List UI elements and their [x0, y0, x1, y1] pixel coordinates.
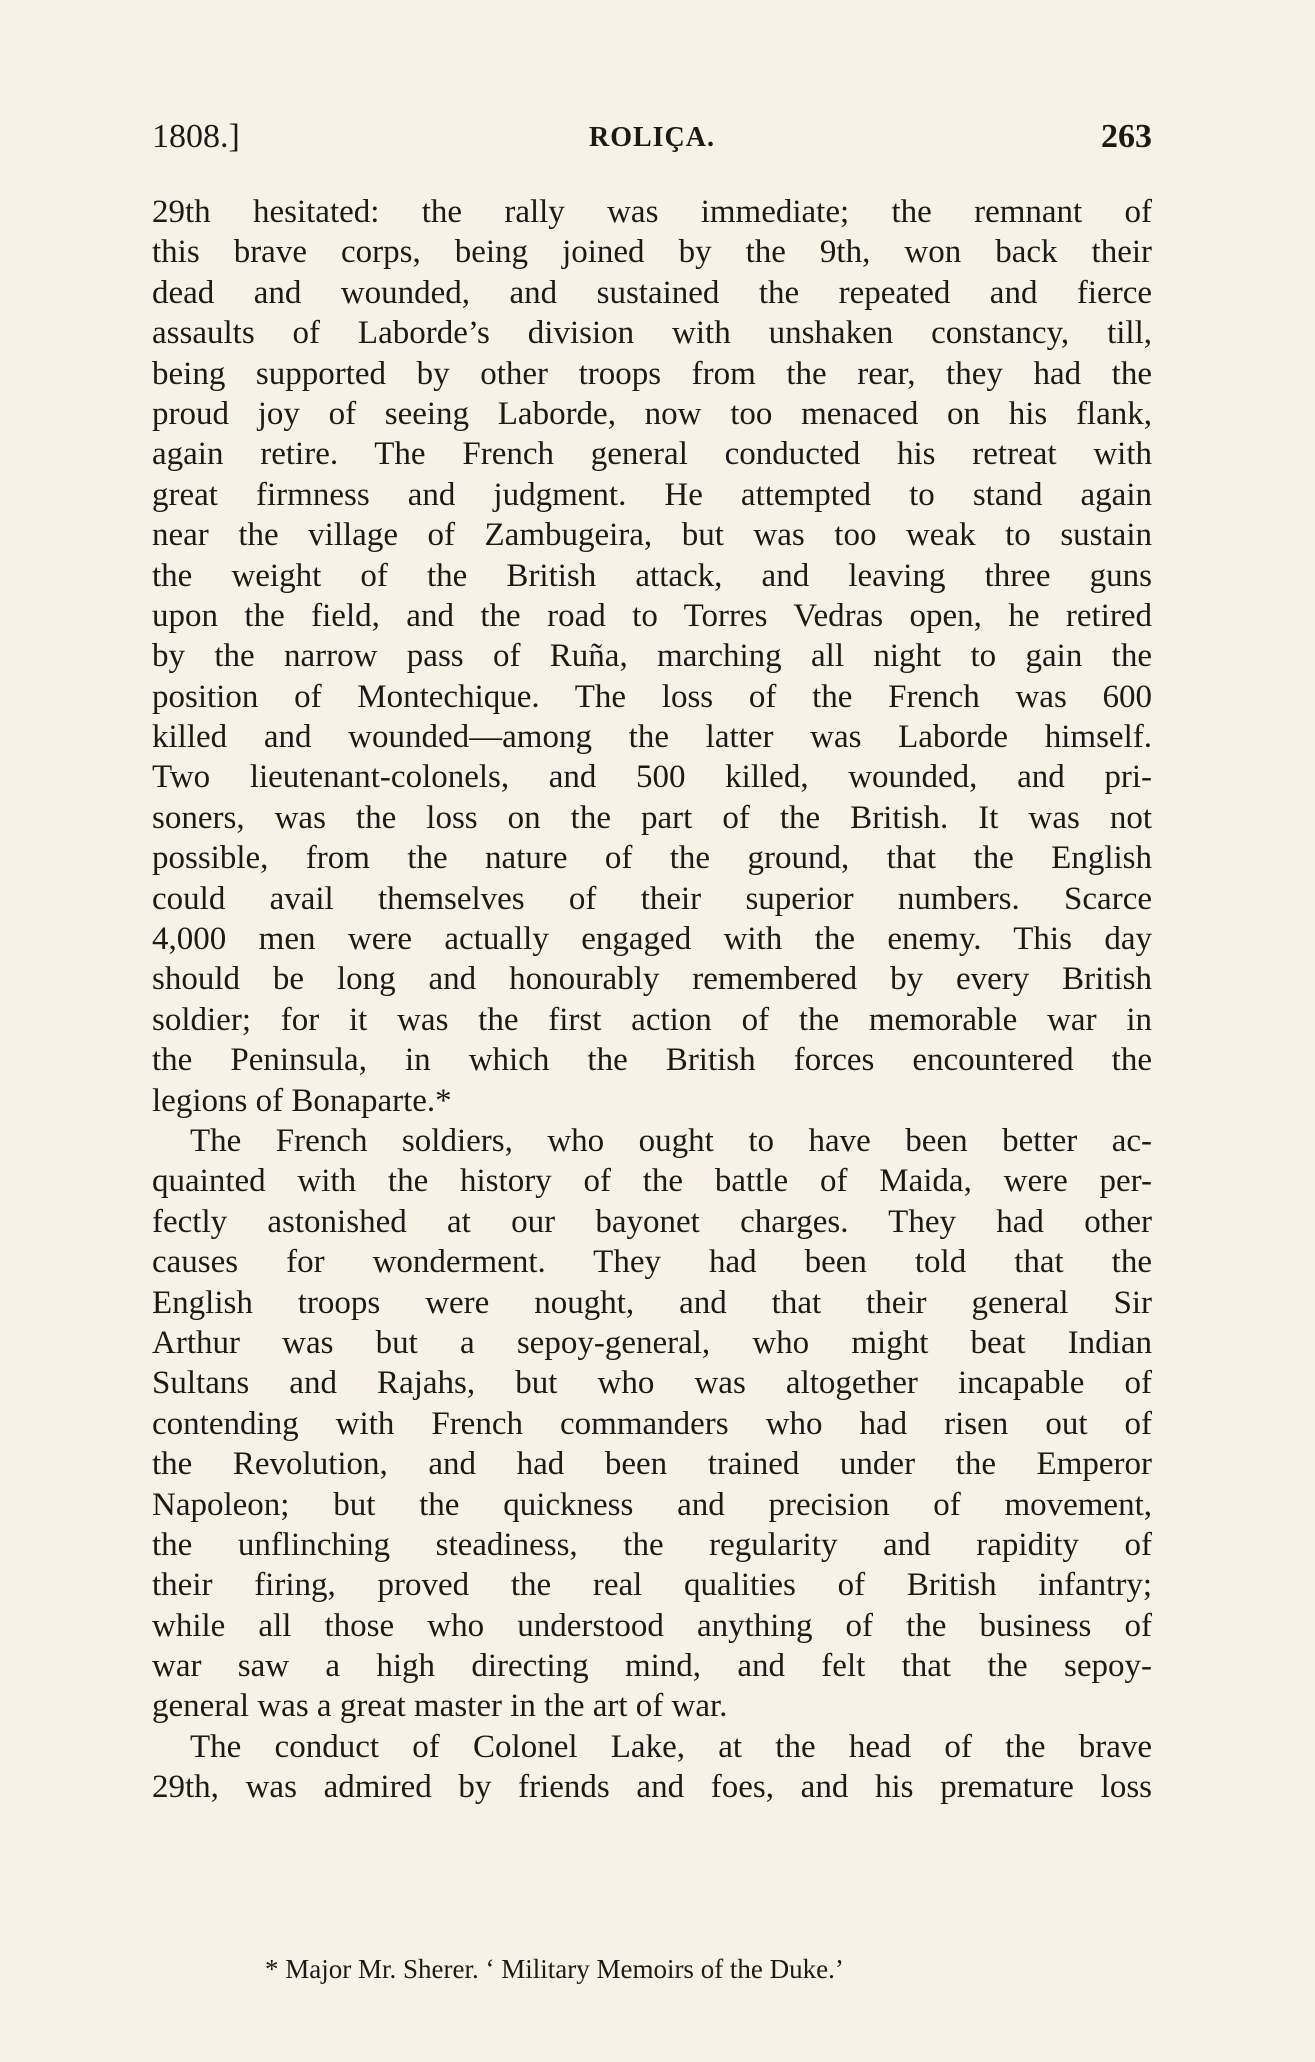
text-line: soldier; for it was the first action of the memorable war in — [152, 1001, 1152, 1038]
text-line: Sultans and Rajahs, but who was altogether incapable of — [152, 1365, 1152, 1402]
text-line: the weight of the British attack, and leaving three guns — [152, 557, 1152, 594]
body-text — [152, 192, 1152, 1808]
text-line: great firmness and judgment. He attempted to stand again — [152, 476, 1152, 513]
page-number: 263 — [1101, 118, 1152, 155]
footnote: * Major Mr. Sherer. ‘ Military Memoirs of the Duke.’ — [265, 1954, 844, 1984]
text-line: proud joy of seeing Laborde, now too menaced on his flank, — [152, 395, 1152, 432]
text-line: again retire. The French general conducted his retreat with — [152, 436, 1152, 473]
text-line: near the village of Zambugeira, but was too weak to sustain — [152, 517, 1152, 554]
text-line: could avail themselves of their superior numbers. Scarce — [152, 880, 1152, 917]
text-line: position of Montechique. The loss of the French was 600 — [152, 678, 1152, 715]
text-line: possible, from the nature of the ground, that the English — [152, 840, 1152, 877]
text-line: 4,000 men were actually engaged with the enemy. This day — [152, 921, 1152, 958]
text-line: the Peninsula, in which the British forces encountered the — [152, 1042, 1152, 1079]
text-line: being supported by other troops from the rear, they had the — [152, 355, 1152, 392]
text-line: contending with French commanders who had risen out of — [152, 1405, 1152, 1442]
text-line: fectly astonished at our bayonet charges. They had other — [152, 1203, 1152, 1240]
text-line: should be long and honourably remembered by every British — [152, 961, 1152, 998]
text-line: causes for wonderment. They had been told that the — [152, 1244, 1152, 1281]
text-line: legions of Bonaparte.* — [152, 1082, 452, 1119]
text-line: 29th, was admired by friends and foes, and his premature loss — [152, 1769, 1152, 1806]
text-line: while all those who understood anything of the business of — [152, 1607, 1152, 1644]
text-line: Arthur was but a sepoy-general, who might beat Indian — [152, 1324, 1152, 1361]
text-line: Two lieutenant-colonels, and 500 killed, wounded, and pri- — [152, 759, 1152, 796]
text-line: soners, was the loss on the part of the British. It was not — [152, 799, 1152, 836]
text-line: by the narrow pass of Ruña, marching all night to gain the — [152, 638, 1152, 675]
text-line: general was a great master in the art of war. — [152, 1688, 728, 1725]
header-year: 1808.] — [152, 118, 240, 155]
text-line: the Revolution, and had been trained under the Emperor — [152, 1446, 1152, 1483]
text-line: assaults of Laborde’s division with unshaken constancy, till, — [152, 315, 1152, 352]
text-line: the unflinching steadiness, the regularity and rapidity of — [152, 1526, 1152, 1563]
running-header — [152, 118, 1152, 168]
text-line: Napoleon; but the quickness and precision of movement, — [152, 1486, 1152, 1523]
text-line: quainted with the history of the battle of Maida, were per- — [152, 1163, 1152, 1200]
text-line: dead and wounded, and sustained the repeated and fierce — [152, 274, 1152, 311]
text-line: war saw a high directing mind, and felt that the sepoy- — [152, 1648, 1152, 1685]
text-line: 29th hesitated: the rally was immediate; the remnant of — [152, 194, 1152, 230]
text-line: this brave corps, being joined by the 9th, won back their — [152, 234, 1152, 271]
text-line: English troops were nought, and that their general Sir — [152, 1284, 1152, 1321]
text-line: their firing, proved the real qualities of British infantry; — [152, 1567, 1152, 1604]
header-title: ROLIÇA. — [588, 122, 715, 153]
text-line: The French soldiers, who ought to have been better ac- — [190, 1122, 1152, 1159]
text-line: killed and wounded—among the latter was Laborde himself. — [152, 719, 1152, 756]
text-line: upon the field, and the road to Torres Vedras open, he retired — [152, 597, 1152, 634]
text-line: The conduct of Colonel Lake, at the head of the brave — [190, 1728, 1152, 1765]
